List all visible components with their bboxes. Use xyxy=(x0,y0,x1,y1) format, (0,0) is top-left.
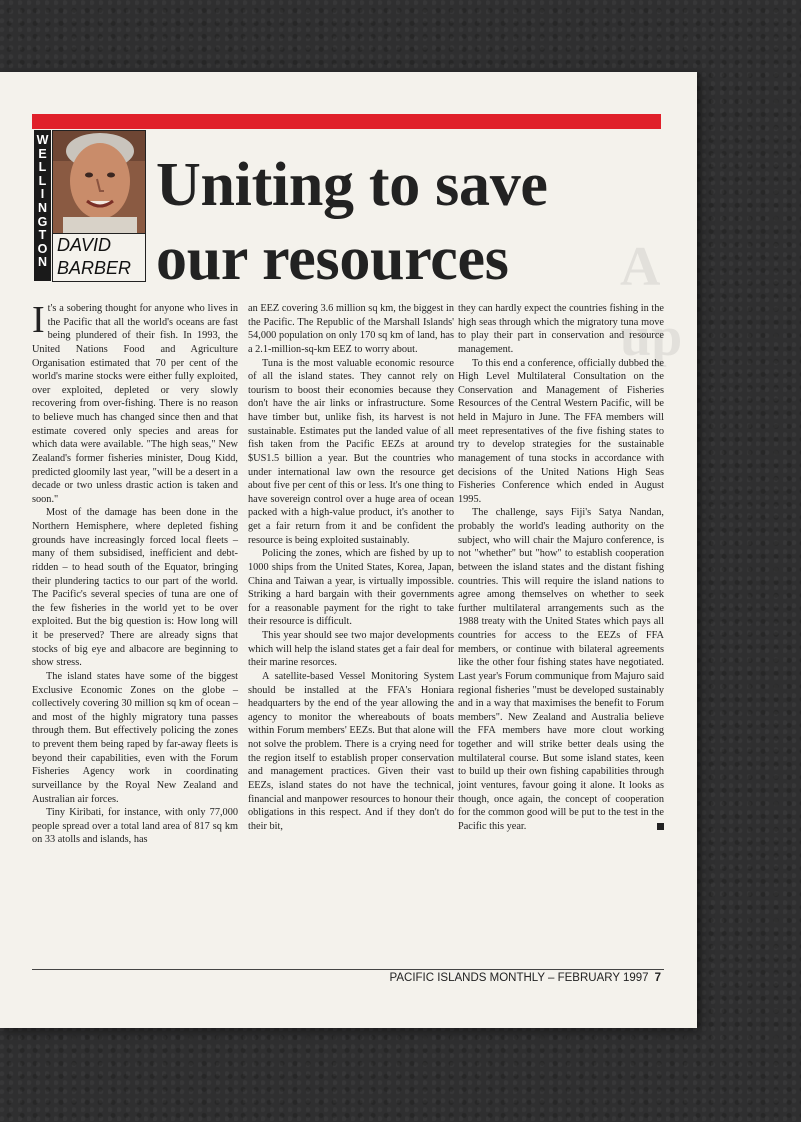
paragraph: an EEZ covering 3.6 million sq km, the biggest in the Pacific. The Republic of the Marshall Islands' 54,000 population on only 170 sq km of land, has a 2.1-million-sq-km EEZ to worry about. xyxy=(248,303,454,355)
author-first-name: DAVID xyxy=(57,235,112,255)
author-name xyxy=(52,234,146,282)
paragraph: The island states have some of the biggest Exclusive Economic Zones on the globe – collectively covering 30 million sq km of ocean – and most of the highly migratory tuna passes through them. But effectively policing the zones to prevent them being raped by far-away fleets is beyond their capabilities, even with the Forum Fisheries Agency work in coordinating surveillance by the Royal New Zealand and Australian air forces. xyxy=(32,670,238,805)
paragraph: It's a sobering thought for anyone who lives in the Pacific that all the world's oceans are fast being plundered of their fish. In 1993, the United Nations Food and Agriculture Organisation estimated that 70 per cent of the world's marine stocks were either fully exploited, over exploited, depleted or very slowly recovering from over-fishing. There is no reason to believe much has changed since then and that estimate covered only species and areas for which data were available. "The high seas," New Zealand's former fisheries minister, Doug Kidd, predicted gloomily last year, "will be a desert in a decade or two unless drastic action is taken and soon." xyxy=(32,299,238,505)
page-number: 7 xyxy=(654,972,661,984)
page-footer xyxy=(390,972,661,984)
paragraph: The challenge, says Fiji's Satya Nandan, probably the world's leading authority on the subject, who will chair the Majuro conference, is not "whether" but "how" to establish cooperation between the island states and the distant fishing countries. This will require the island nations to agree among themselves on whether to seek further multilateral arrangements such as the 1988 treaty with the United States which pays all countries for access to the EEZs of FFA members, or continue with bilateral agreements like the other four fishing states have negotiated. Last year's Forum communique from Majuro said regional fisheries "must be developed sustainably and in a way that maximises the benefit to Forum members". New Zealand and Australia believe the FFA members have more clout working together and will strike better deals using the multilateral course. But some island states, keen to build up their own fishing capabilities through joint ventures, favour going it alone. It looks as though, once again, the concept of cooperation for the common good will be put to the test in the Pacific this year. xyxy=(458,507,664,832)
article-column-3 xyxy=(458,302,664,833)
footer-rule xyxy=(32,969,664,970)
headline: Uniting to save our resources xyxy=(156,151,548,293)
show-through-text: A up xyxy=(620,236,683,368)
paragraph: A satellite-based Vessel Monitoring System should be installed at the FFA's Honiara headquarters by the end of the year allowing the agency to monitor the whereabouts of boats within Forum members' EEZs. But that alone will not solve the problem. There is a crying need for the region itself to establish proper conservation and management practices. Given their vast EEZs, island states do not have the technical, financial and manpower resources to honour their obligations in this respect. And if they don't do their bit, xyxy=(248,670,454,832)
publication-line: PACIFIC ISLANDS MONTHLY – FEBRUARY 1997 xyxy=(389,972,649,984)
magazine-page xyxy=(0,72,697,1028)
end-of-article-mark xyxy=(657,823,664,830)
drop-cap: I xyxy=(32,299,45,341)
article-column-2 xyxy=(248,302,454,833)
paragraph: Tiny Kiribati, for instance, with only 77,000 people spread over a total land area of 817 sq km on 33 atolls and islands, has xyxy=(32,807,238,846)
red-header-bar xyxy=(32,114,661,129)
paragraph: Most of the damage has been done in the Northern Hemisphere, where depleted fishing grounds have increasingly forced local fleets – many of them subsidised, inefficient and debt-ridden – to head south of the Equator, bringing their plundering tactics to our part of the world. The Pacific's several species of tuna are one of the few fisheries in the world yet to be over exploited. But the big question is: How long will it be preserved? There are already signs that stocks of big eye and albacore are beginning to show stress. xyxy=(32,507,238,669)
author-last-name: BARBER xyxy=(57,258,132,278)
paragraph: This year should see two major developments which will help the island states get a fair deal for their marine resorces. xyxy=(248,630,454,669)
article-column-1 xyxy=(32,299,238,847)
paragraph: Policing the zones, which are fished by up to 1000 ships from the United States, Korea, Japan, China and Taiwan a year, is virtually impossible. Striking a hard bargain with their governments for a reasonable payment for the right to take their resource is difficult. xyxy=(248,548,454,628)
paragraph: Tuna is the most valuable economic resource of all the island states. They cannot rely on tourism to boost their economies because they don't have the air links or infrastructure. Some have timber but, unlike fish, its harvest is not sustainable. Estimates put the landed value of all fish taken from the Pacific EEZs at around $US1.5 billion a year. But the countries who under international law own the resource get about five per cent of this or less. It's one thing to have sovereign control over a huge area of ocean packed with a high-value product, it's another to get a fair return from it and be confident the resource is being exploited sustainably. xyxy=(248,357,454,546)
author-photo xyxy=(52,130,146,234)
section-label-wellington: W E L L I N G T O N xyxy=(34,130,51,281)
paragraph: To this end a conference, officially dubbed the High Level Multilateral Consultation on the Conservation and Management of Fisheries Resources of the Central Western Pacific, will be held in Majuro in June. The FFA members will meet representatives of the five fishing states to try to develop strategies for the sustainable management of tuna stocks in accordance with decisions of the United Nations High Seas Fisheries Conference which ended in August 1995. xyxy=(458,357,664,505)
paragraph: they can hardly expect the countries fishing in the high seas through which the migratory tuna move to play their part in conservation and resource management. xyxy=(458,303,664,355)
